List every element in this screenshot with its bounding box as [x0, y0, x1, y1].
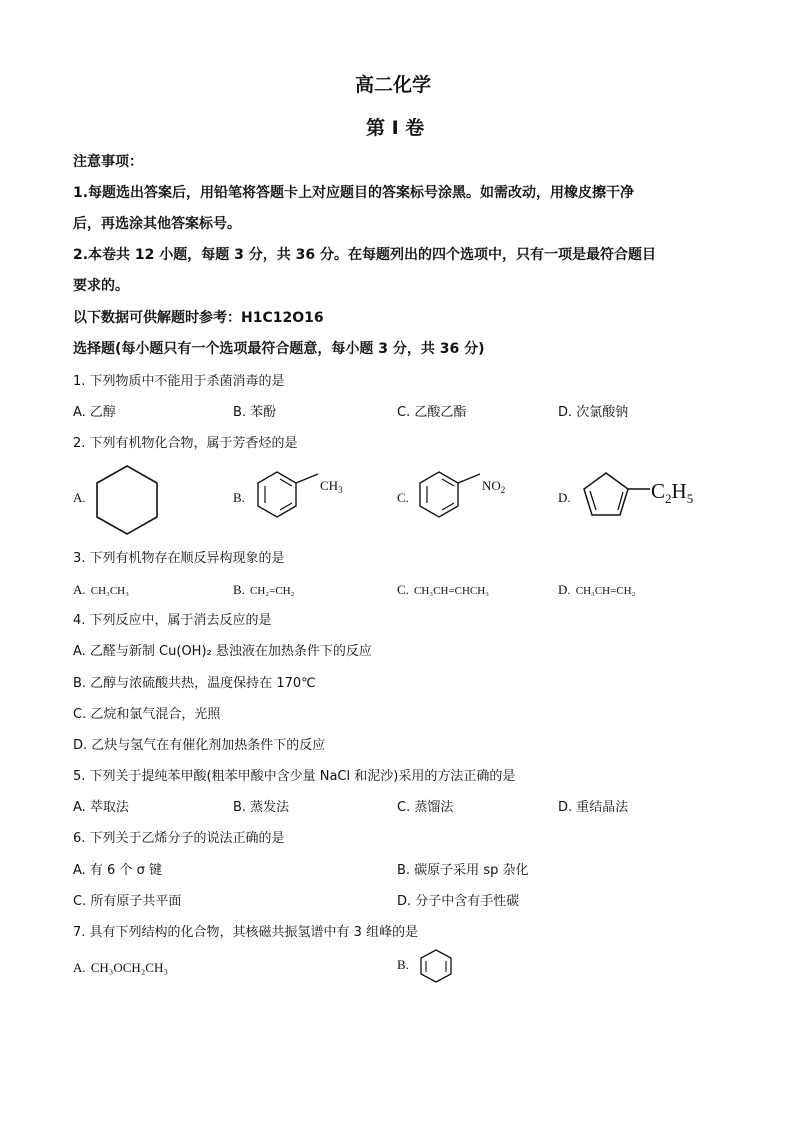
- q6-stem: 6. 下列关于乙烯分子的说法正确的是: [73, 831, 285, 846]
- q3-option-a: [73, 579, 129, 598]
- nitrobenzene-structure: [417, 470, 487, 526]
- q3-option-a-formula: CH₃CH₃: [90, 585, 129, 597]
- q5-option-a: A. 萃取法: [73, 800, 129, 815]
- cyclohexadiene-structure: [419, 948, 453, 984]
- q3-option-d-formula: CH₃CH=CH₂: [575, 585, 636, 597]
- q2-stem: 2. 下列有机物化合物，属于芳香烃的是: [73, 436, 298, 451]
- q1-option-b: B. 苯酚: [233, 405, 277, 420]
- q2-option-a-label: A.: [73, 490, 86, 505]
- nitro-group: [482, 478, 505, 495]
- q3-option-d-label: D.: [558, 582, 571, 597]
- ethyl-c-subscript: 2: [665, 491, 672, 506]
- toluene-structure: [255, 470, 325, 526]
- q3-option-c-label: C.: [397, 582, 409, 597]
- q3-option-d: [558, 579, 635, 598]
- q3-option-b-label: B.: [233, 582, 245, 597]
- methyl-text: CH: [320, 478, 339, 493]
- nitro-subscript: 2: [500, 485, 506, 495]
- q7-stem: 7. 具有下列结构的化合物，其核磁共振氢谱中有 3 组峰的是: [73, 925, 419, 940]
- q5-option-d: D. 重结晶法: [558, 800, 629, 815]
- q4-option-a: A. 乙醛与新制 Cu(OH)₂ 悬浊液在加热条件下的反应: [73, 644, 372, 659]
- q6-option-b: B. 碳原子采用 sp 杂化: [397, 863, 529, 878]
- q6-option-a: A. 有 6 个 σ 键: [73, 863, 162, 878]
- note-1-line-1: 1.每题选出答案后，用铅笔将答题卡上对应题目的答案标号涂黑。如需改动，用橡皮擦干净: [73, 185, 635, 201]
- q5-option-c: C. 蒸馏法: [397, 800, 454, 815]
- q7-option-a-label: A.: [73, 960, 86, 975]
- ethyl-group: [651, 479, 693, 507]
- toluene-methyl-group: [320, 478, 343, 495]
- q4-option-d: D. 乙炔与氢气在有催化剂加热条件下的反应: [73, 738, 326, 753]
- q7-option-a-formula: CH₃OCH₂CH₃: [90, 960, 168, 975]
- note-2-line-2: 要求的。: [73, 278, 129, 294]
- cyclohexane-structure: [95, 464, 159, 536]
- q3-option-b-formula: CH₂=CH₂: [250, 585, 295, 597]
- nitro-text: NO: [482, 478, 501, 493]
- page-title: 高二化学: [355, 74, 432, 96]
- section-heading: 选择题(每小题只有一个选项最符合题意，每小题 3 分，共 36 分): [73, 341, 485, 357]
- q4-option-c: C. 乙烷和氯气混合，光照: [73, 707, 221, 722]
- q3-stem: 3. 下列有机物存在顺反异构现象的是: [73, 551, 285, 566]
- q2-option-b-label: B.: [233, 490, 245, 505]
- q1-option-c: C. 乙酸乙酯: [397, 405, 467, 420]
- q1-option-d: D. 次氯酸钠: [558, 405, 629, 420]
- q6-option-d: D. 分子中含有手性碳: [397, 894, 520, 909]
- q7-option-b-label: B.: [397, 957, 409, 972]
- q3-option-b: [233, 579, 294, 598]
- q1-stem: 1. 下列物质中不能用于杀菌消毒的是: [73, 374, 285, 389]
- q1-option-a: A. 乙醇: [73, 405, 116, 420]
- reference-data: 以下数据可供解题时参考：H1C12O16: [73, 310, 324, 326]
- ethyl-h-subscript: 5: [686, 491, 694, 506]
- methyl-subscript: 3: [338, 485, 343, 495]
- q4-stem: 4. 下列反应中，属于消去反应的是: [73, 613, 272, 628]
- ethyl-h: H: [671, 479, 687, 503]
- q4-option-b: B. 乙醇与浓硫酸共热，温度保持在 170℃: [73, 676, 316, 691]
- q5-option-b: B. 蒸发法: [233, 800, 290, 815]
- note-1-line-2: 后，再选涂其他答案标号。: [73, 216, 241, 232]
- ethylcyclopentadiene-structure: [580, 470, 654, 522]
- q6-option-c: C. 所有原子共平面: [73, 894, 182, 909]
- ethyl-c: C: [651, 479, 666, 503]
- q3-option-a-label: A.: [73, 582, 86, 597]
- q7-option-a: [73, 957, 168, 976]
- volume-title: 第 I 卷: [366, 117, 425, 139]
- q5-stem: 5. 下列关于提纯苯甲酸(粗苯甲酸中含少量 NaCl 和泥沙)采用的方法正确的是: [73, 769, 516, 784]
- q3-option-c: [397, 579, 489, 598]
- note-2-line-1: 2.本卷共 12 小题，每题 3 分，共 36 分。在每题列出的四个选项中，只有一项是最符合题目: [73, 247, 657, 263]
- notes-heading: 注意事项：: [73, 154, 143, 170]
- q2-option-c-label: C.: [397, 490, 409, 505]
- q2-option-d-label: D.: [558, 490, 571, 505]
- q3-option-c-formula: CH₃CH=CHCH₃: [414, 585, 490, 597]
